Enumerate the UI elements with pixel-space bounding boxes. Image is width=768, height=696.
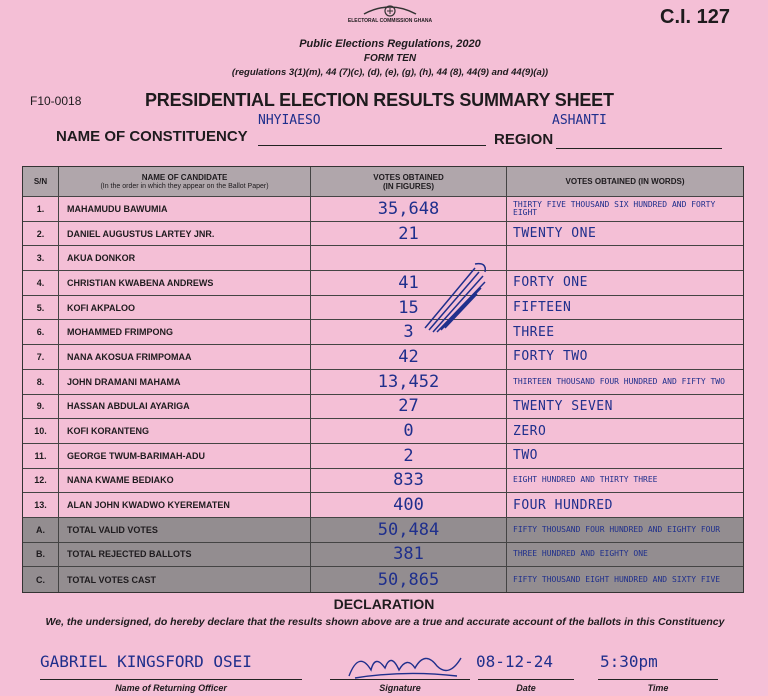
votes-figures: 35,648 xyxy=(311,197,507,221)
votes-figures: 400 xyxy=(311,493,507,517)
table-row xyxy=(23,345,743,370)
votes-words: FOUR HUNDRED xyxy=(513,497,613,513)
votes-words: THIRTEEN THOUSAND FOUR HUNDRED AND FIFTY TWO xyxy=(513,376,725,386)
row-sn: 8. xyxy=(23,370,59,394)
candidate-name: KOFI AKPALOO xyxy=(59,296,311,320)
table-row xyxy=(23,197,743,222)
time-line xyxy=(598,679,718,680)
candidate-name: MAHAMUDU BAWUMIA xyxy=(59,197,311,221)
date-label: Date xyxy=(516,683,536,693)
total-label: TOTAL VOTES CAST xyxy=(59,567,311,592)
row-sn: 6. xyxy=(23,320,59,344)
table-row xyxy=(23,444,743,469)
candidate-name: MOHAMMED FRIMPONG xyxy=(59,320,311,344)
total-words: FIFTY THOUSAND FOUR HUNDRED AND EIGHTY FOUR xyxy=(513,524,721,534)
votes-words: THREE xyxy=(513,324,555,340)
candidate-name: DANIEL AUGUSTUS LARTEY JNR. xyxy=(59,222,311,246)
candidate-name: GEORGE TWUM-BARIMAH-ADU xyxy=(59,444,311,468)
page-title: PRESIDENTIAL ELECTION RESULTS SUMMARY SHEET xyxy=(145,90,614,110)
header-words xyxy=(507,167,743,196)
row-sn: 3. xyxy=(23,246,59,270)
officer-line xyxy=(40,679,302,680)
table-row xyxy=(23,469,743,494)
total-figures: 381 xyxy=(311,543,507,567)
header-name xyxy=(59,167,311,196)
table-row xyxy=(23,395,743,420)
votes-figures: 21 xyxy=(311,222,507,246)
regulations-reference: (regulations 3(1)(m), 44 (7)(c), (d), (e), (g), (h), 44 (8), 44(9) and 44(9)(a)) xyxy=(231,67,549,78)
header-name-note: (In the order in which they appear on the Ballot Paper) xyxy=(100,182,269,190)
table-row xyxy=(23,271,743,296)
region-label: REGION xyxy=(494,131,554,148)
row-sn: 12. xyxy=(23,469,59,493)
regulations-title: Public Elections Regulations, 2020 xyxy=(299,38,481,50)
region-value: ASHANTI xyxy=(552,113,607,128)
results-table xyxy=(22,166,744,593)
row-sn: A. xyxy=(23,518,59,542)
votes-words: EIGHT HUNDRED AND THIRTY THREE xyxy=(513,475,658,485)
declaration-text: We, the undersigned, do hereby declare that the results shown above are a true and accurate account of the ballots in this Constituency xyxy=(45,616,725,628)
region-underline xyxy=(556,148,722,149)
votes-figures: 13,452 xyxy=(311,370,507,394)
declaration-title: DECLARATION xyxy=(333,596,435,612)
header-name-text: NAME OF CANDIDATE xyxy=(141,172,228,182)
votes-words: TWO xyxy=(513,448,538,464)
header-words-text: VOTES OBTAINED (IN WORDS) xyxy=(565,177,685,186)
votes-words xyxy=(507,246,743,270)
votes-figures: 833 xyxy=(311,469,507,493)
table-header xyxy=(23,167,743,197)
row-sn: 11. xyxy=(23,444,59,468)
table-row xyxy=(23,370,743,395)
date-line xyxy=(478,679,574,680)
votes-figures: 42 xyxy=(311,345,507,369)
date-value: 08-12-24 xyxy=(476,652,554,671)
votes-words: FIFTEEN xyxy=(513,300,572,316)
officer-label: Name of Returning Officer xyxy=(115,683,227,693)
total-row xyxy=(23,518,743,543)
total-figures: 50,865 xyxy=(311,567,507,592)
table-row xyxy=(23,246,743,271)
total-row xyxy=(23,567,743,592)
candidate-name: KOFI KORANTENG xyxy=(59,419,311,443)
returning-officer-name: GABRIEL KINGSFORD OSEI xyxy=(40,652,252,671)
total-label: TOTAL VALID VOTES xyxy=(59,518,311,542)
table-row xyxy=(23,320,743,345)
row-sn: 2. xyxy=(23,222,59,246)
row-sn: 9. xyxy=(23,395,59,419)
votes-figures: 3 xyxy=(311,320,507,344)
scribble-mark xyxy=(415,258,495,338)
row-sn: 13. xyxy=(23,493,59,517)
coat-of-arms-icon xyxy=(360,2,420,18)
candidate-name: AKUA DONKOR xyxy=(59,246,311,270)
row-sn: 5. xyxy=(23,296,59,320)
constituency-underline xyxy=(258,145,486,146)
row-sn: C. xyxy=(23,567,59,592)
row-sn: 4. xyxy=(23,271,59,295)
candidate-name: NANA KWAME BEDIAKO xyxy=(59,469,311,493)
row-sn: 10. xyxy=(23,419,59,443)
votes-words: FORTY ONE xyxy=(513,275,588,291)
total-figures: 50,484 xyxy=(311,518,507,542)
form-number: F10-0018 xyxy=(30,94,82,108)
header-figures-note: (IN FIGURES) xyxy=(382,181,435,191)
total-words: THREE HUNDRED AND EIGHTY ONE xyxy=(513,549,648,559)
signature-line xyxy=(330,679,470,680)
time-value: 5:30pm xyxy=(600,652,658,671)
candidate-name: JOHN DRAMANI MAHAMA xyxy=(59,370,311,394)
candidate-name: HASSAN ABDULAI AYARIGA xyxy=(59,395,311,419)
constituency-label: NAME OF CONSTITUENCY xyxy=(56,128,248,145)
row-sn: 1. xyxy=(23,197,59,221)
header-figures xyxy=(311,167,507,196)
votes-words: FORTY TWO xyxy=(513,349,588,365)
table-row xyxy=(23,296,743,321)
form-label: FORM TEN xyxy=(363,53,417,64)
candidate-name: ALAN JOHN KWADWO KYEREMATEN xyxy=(59,493,311,517)
votes-figures: 15 xyxy=(311,296,507,320)
votes-words: ZERO xyxy=(513,423,547,439)
table-row xyxy=(23,493,743,518)
time-label: Time xyxy=(647,683,669,693)
total-words: FIFTY THOUSAND EIGHT HUNDRED AND SIXTY FIVE xyxy=(513,574,721,584)
table-row xyxy=(23,419,743,444)
signature-label: Signature xyxy=(379,683,421,693)
candidate-name: CHRISTIAN KWABENA ANDREWS xyxy=(59,271,311,295)
row-sn: B. xyxy=(23,543,59,567)
constituency-value: NHYIAESO xyxy=(258,113,321,128)
votes-figures: 2 xyxy=(311,444,507,468)
votes-figures: 41 xyxy=(311,271,507,295)
votes-words: THIRTY FIVE THOUSAND SIX HUNDRED AND FORTY EIGHT xyxy=(513,199,716,217)
table-row xyxy=(23,222,743,247)
commission-name: ELECTORAL COMMISSION GHANA xyxy=(347,18,433,24)
header-sn-text: S/N xyxy=(33,177,48,186)
header-sn xyxy=(23,167,59,196)
row-sn: 7. xyxy=(23,345,59,369)
candidate-name: NANA AKOSUA FRIMPOMAA xyxy=(59,345,311,369)
total-row xyxy=(23,543,743,568)
header-figures-text: VOTES OBTAINED xyxy=(373,172,444,182)
votes-words: TWENTY ONE xyxy=(513,226,597,242)
votes-words: TWENTY SEVEN xyxy=(513,398,613,414)
votes-figures: 27 xyxy=(311,395,507,419)
total-label: TOTAL REJECTED BALLOTS xyxy=(59,543,311,567)
ci-number: C.I. 127 xyxy=(660,6,731,28)
votes-figures: 0 xyxy=(311,419,507,443)
